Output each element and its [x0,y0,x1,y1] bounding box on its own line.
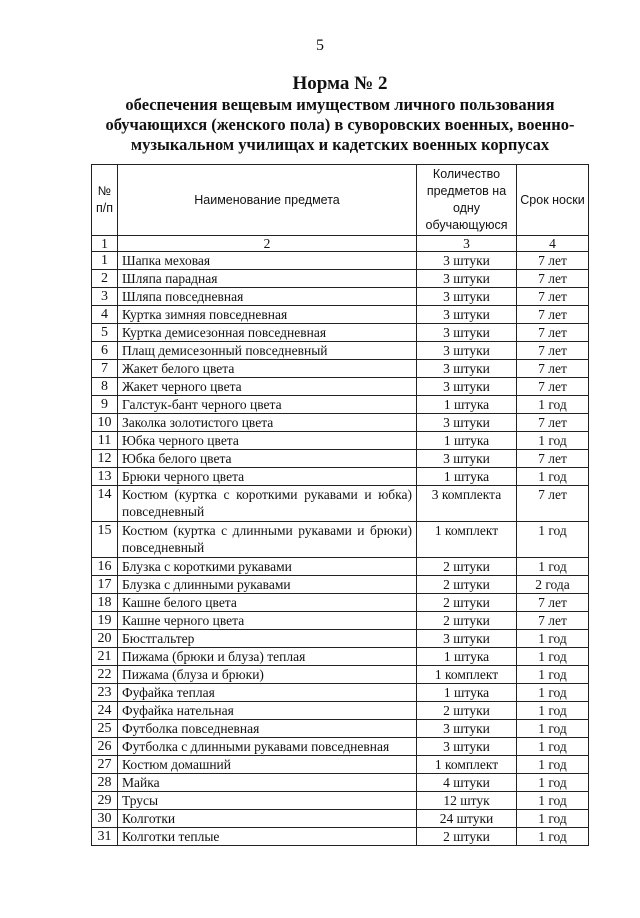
row-number: 25 [92,720,118,738]
table-row [92,432,589,450]
table-row [92,324,589,342]
column-index: 2 [118,236,417,252]
item-name: Пижама (брюки и блуза) теплая [118,648,417,666]
row-number: 20 [92,630,118,648]
item-term: 7 лет [517,594,589,612]
document-subtitle-line-2: обучающихся (женского пола) в суворовских военных, военно- [105,115,575,134]
row-number: 11 [92,432,118,450]
item-term: 7 лет [517,612,589,630]
table-row [92,684,589,702]
table-header-row [92,165,589,236]
table-row [92,270,589,288]
item-quantity: 12 штук [417,792,517,810]
item-name: Плащ демисезонный повседневный [118,342,417,360]
item-term: 1 год [517,774,589,792]
item-name: Футболка с длинными рукавами повседневная [118,738,417,756]
header-qty: Количество предметов на одну обучающуюся [417,165,517,236]
table-row [92,666,589,684]
item-quantity: 3 штуки [417,630,517,648]
item-quantity: 3 штуки [417,306,517,324]
table-row [92,450,589,468]
column-index-row [92,236,589,252]
item-name: Юбка черного цвета [118,432,417,450]
table-row [92,558,589,576]
column-index: 4 [517,236,589,252]
document-subtitle-line-1: обеспечения вещевым имуществом личного пользования [125,95,555,114]
table-row [92,360,589,378]
table-row [92,378,589,396]
item-term: 1 год [517,396,589,414]
item-name: Колготки [118,810,417,828]
item-name: Шапка меховая [118,252,417,270]
item-name: Брюки черного цвета [118,468,417,486]
item-term: 7 лет [517,306,589,324]
item-quantity: 3 штуки [417,252,517,270]
table-row [92,738,589,756]
item-name: Бюстгальтер [118,630,417,648]
item-quantity: 3 штуки [417,414,517,432]
table-row [92,522,589,558]
row-number: 24 [92,702,118,720]
item-term: 1 год [517,630,589,648]
table-row [92,702,589,720]
table-row [92,288,589,306]
item-term: 7 лет [517,288,589,306]
item-quantity: 2 штуки [417,594,517,612]
table-row [92,774,589,792]
item-term: 7 лет [517,378,589,396]
row-number: 1 [92,252,118,270]
row-number: 12 [92,450,118,468]
item-quantity: 3 штуки [417,360,517,378]
row-number: 2 [92,270,118,288]
table-row [92,720,589,738]
item-term: 2 года [517,576,589,594]
table-row [92,612,589,630]
table-row [92,306,589,324]
item-name: Пижама (блуза и брюки) [118,666,417,684]
item-name: Костюм домашний [118,756,417,774]
item-term: 1 год [517,702,589,720]
item-quantity: 3 штуки [417,450,517,468]
item-term: 1 год [517,558,589,576]
item-quantity: 1 штука [417,468,517,486]
document-subtitle-line-3: музыкальном училищах и кадетских военных корпусах [130,135,550,154]
item-quantity: 3 штуки [417,738,517,756]
item-name: Шляпа повседневная [118,288,417,306]
table-row [92,630,589,648]
item-term: 7 лет [517,486,589,522]
item-quantity: 3 штуки [417,342,517,360]
table-row [92,576,589,594]
row-number: 26 [92,738,118,756]
item-name: Трусы [118,792,417,810]
row-number: 22 [92,666,118,684]
row-number: 21 [92,648,118,666]
item-quantity: 1 штука [417,396,517,414]
table-row [92,756,589,774]
item-quantity: 3 штуки [417,270,517,288]
row-number: 27 [92,756,118,774]
item-term: 1 год [517,828,589,846]
item-term: 1 год [517,522,589,558]
table-row [92,648,589,666]
row-number: 23 [92,684,118,702]
item-term: 1 год [517,738,589,756]
row-number: 7 [92,360,118,378]
item-name: Блузка с длинными рукавами [118,576,417,594]
table-row [92,414,589,432]
item-quantity: 2 штуки [417,558,517,576]
row-number: 8 [92,378,118,396]
item-name: Куртка зимняя повседневная [118,306,417,324]
table-row [92,828,589,846]
row-number: 15 [92,522,118,558]
page-number: 5 [316,37,324,54]
table-row [92,396,589,414]
item-name: Блузка с короткими рукавами [118,558,417,576]
row-number: 28 [92,774,118,792]
item-quantity: 4 штуки [417,774,517,792]
row-number: 16 [92,558,118,576]
column-index: 3 [417,236,517,252]
row-number: 10 [92,414,118,432]
item-quantity: 2 штуки [417,576,517,594]
table-row [92,342,589,360]
table-row [92,594,589,612]
item-quantity: 3 штуки [417,720,517,738]
table-row [92,252,589,270]
item-quantity: 1 штука [417,432,517,450]
row-number: 4 [92,306,118,324]
item-quantity: 1 штука [417,648,517,666]
table-body [92,252,589,846]
item-quantity: 1 комплект [417,756,517,774]
row-number: 3 [92,288,118,306]
item-quantity: 24 штуки [417,810,517,828]
item-term: 1 год [517,756,589,774]
table-row [92,810,589,828]
item-term: 1 год [517,684,589,702]
item-quantity: 2 штуки [417,612,517,630]
row-number: 13 [92,468,118,486]
item-term: 1 год [517,792,589,810]
item-quantity: 1 комплект [417,666,517,684]
item-term: 7 лет [517,360,589,378]
item-quantity: 3 комплекта [417,486,517,522]
header-term: Срок носки [517,165,589,236]
item-quantity: 1 штука [417,684,517,702]
item-name: Костюм (куртка с короткими рукавами и юбка) повседневный [118,486,417,522]
item-term: 7 лет [517,342,589,360]
item-name: Жакет черного цвета [118,378,417,396]
row-number: 18 [92,594,118,612]
item-name: Заколка золотистого цвета [118,414,417,432]
item-name: Юбка белого цвета [118,450,417,468]
item-quantity: 1 комплект [417,522,517,558]
item-name: Куртка демисезонная повседневная [118,324,417,342]
row-number: 19 [92,612,118,630]
item-name: Кашне черного цвета [118,612,417,630]
title-block [80,72,600,155]
table-row [92,468,589,486]
item-term: 1 год [517,648,589,666]
row-number: 9 [92,396,118,414]
item-name: Футболка повседневная [118,720,417,738]
column-index: 1 [92,236,118,252]
item-name: Галстук-бант черного цвета [118,396,417,414]
row-number: 6 [92,342,118,360]
header-num: № п/п [92,165,118,236]
document-title: Норма № 2 [292,73,388,94]
row-number: 17 [92,576,118,594]
item-term: 1 год [517,666,589,684]
item-name: Фуфайка нательная [118,702,417,720]
item-term: 7 лет [517,252,589,270]
item-term: 1 год [517,432,589,450]
item-quantity: 3 штуки [417,378,517,396]
item-quantity: 2 штуки [417,702,517,720]
item-name: Майка [118,774,417,792]
item-term: 1 год [517,810,589,828]
item-term: 7 лет [517,324,589,342]
item-name: Жакет белого цвета [118,360,417,378]
header-name: Наименование предмета [118,165,417,236]
item-term: 7 лет [517,414,589,432]
item-name: Костюм (куртка с длинными рукавами и брюки) повседневный [118,522,417,558]
row-number: 30 [92,810,118,828]
item-term: 1 год [517,468,589,486]
table-row [92,486,589,522]
item-quantity: 3 штуки [417,324,517,342]
row-number: 14 [92,486,118,522]
item-name: Колготки теплые [118,828,417,846]
item-quantity: 2 штуки [417,828,517,846]
item-term: 7 лет [517,270,589,288]
item-name: Фуфайка теплая [118,684,417,702]
row-number: 5 [92,324,118,342]
item-name: Шляпа парадная [118,270,417,288]
row-number: 29 [92,792,118,810]
item-term: 7 лет [517,450,589,468]
table-row [92,792,589,810]
row-number: 31 [92,828,118,846]
item-name: Кашне белого цвета [118,594,417,612]
norm-table [91,164,589,846]
item-quantity: 3 штуки [417,288,517,306]
item-term: 1 год [517,720,589,738]
